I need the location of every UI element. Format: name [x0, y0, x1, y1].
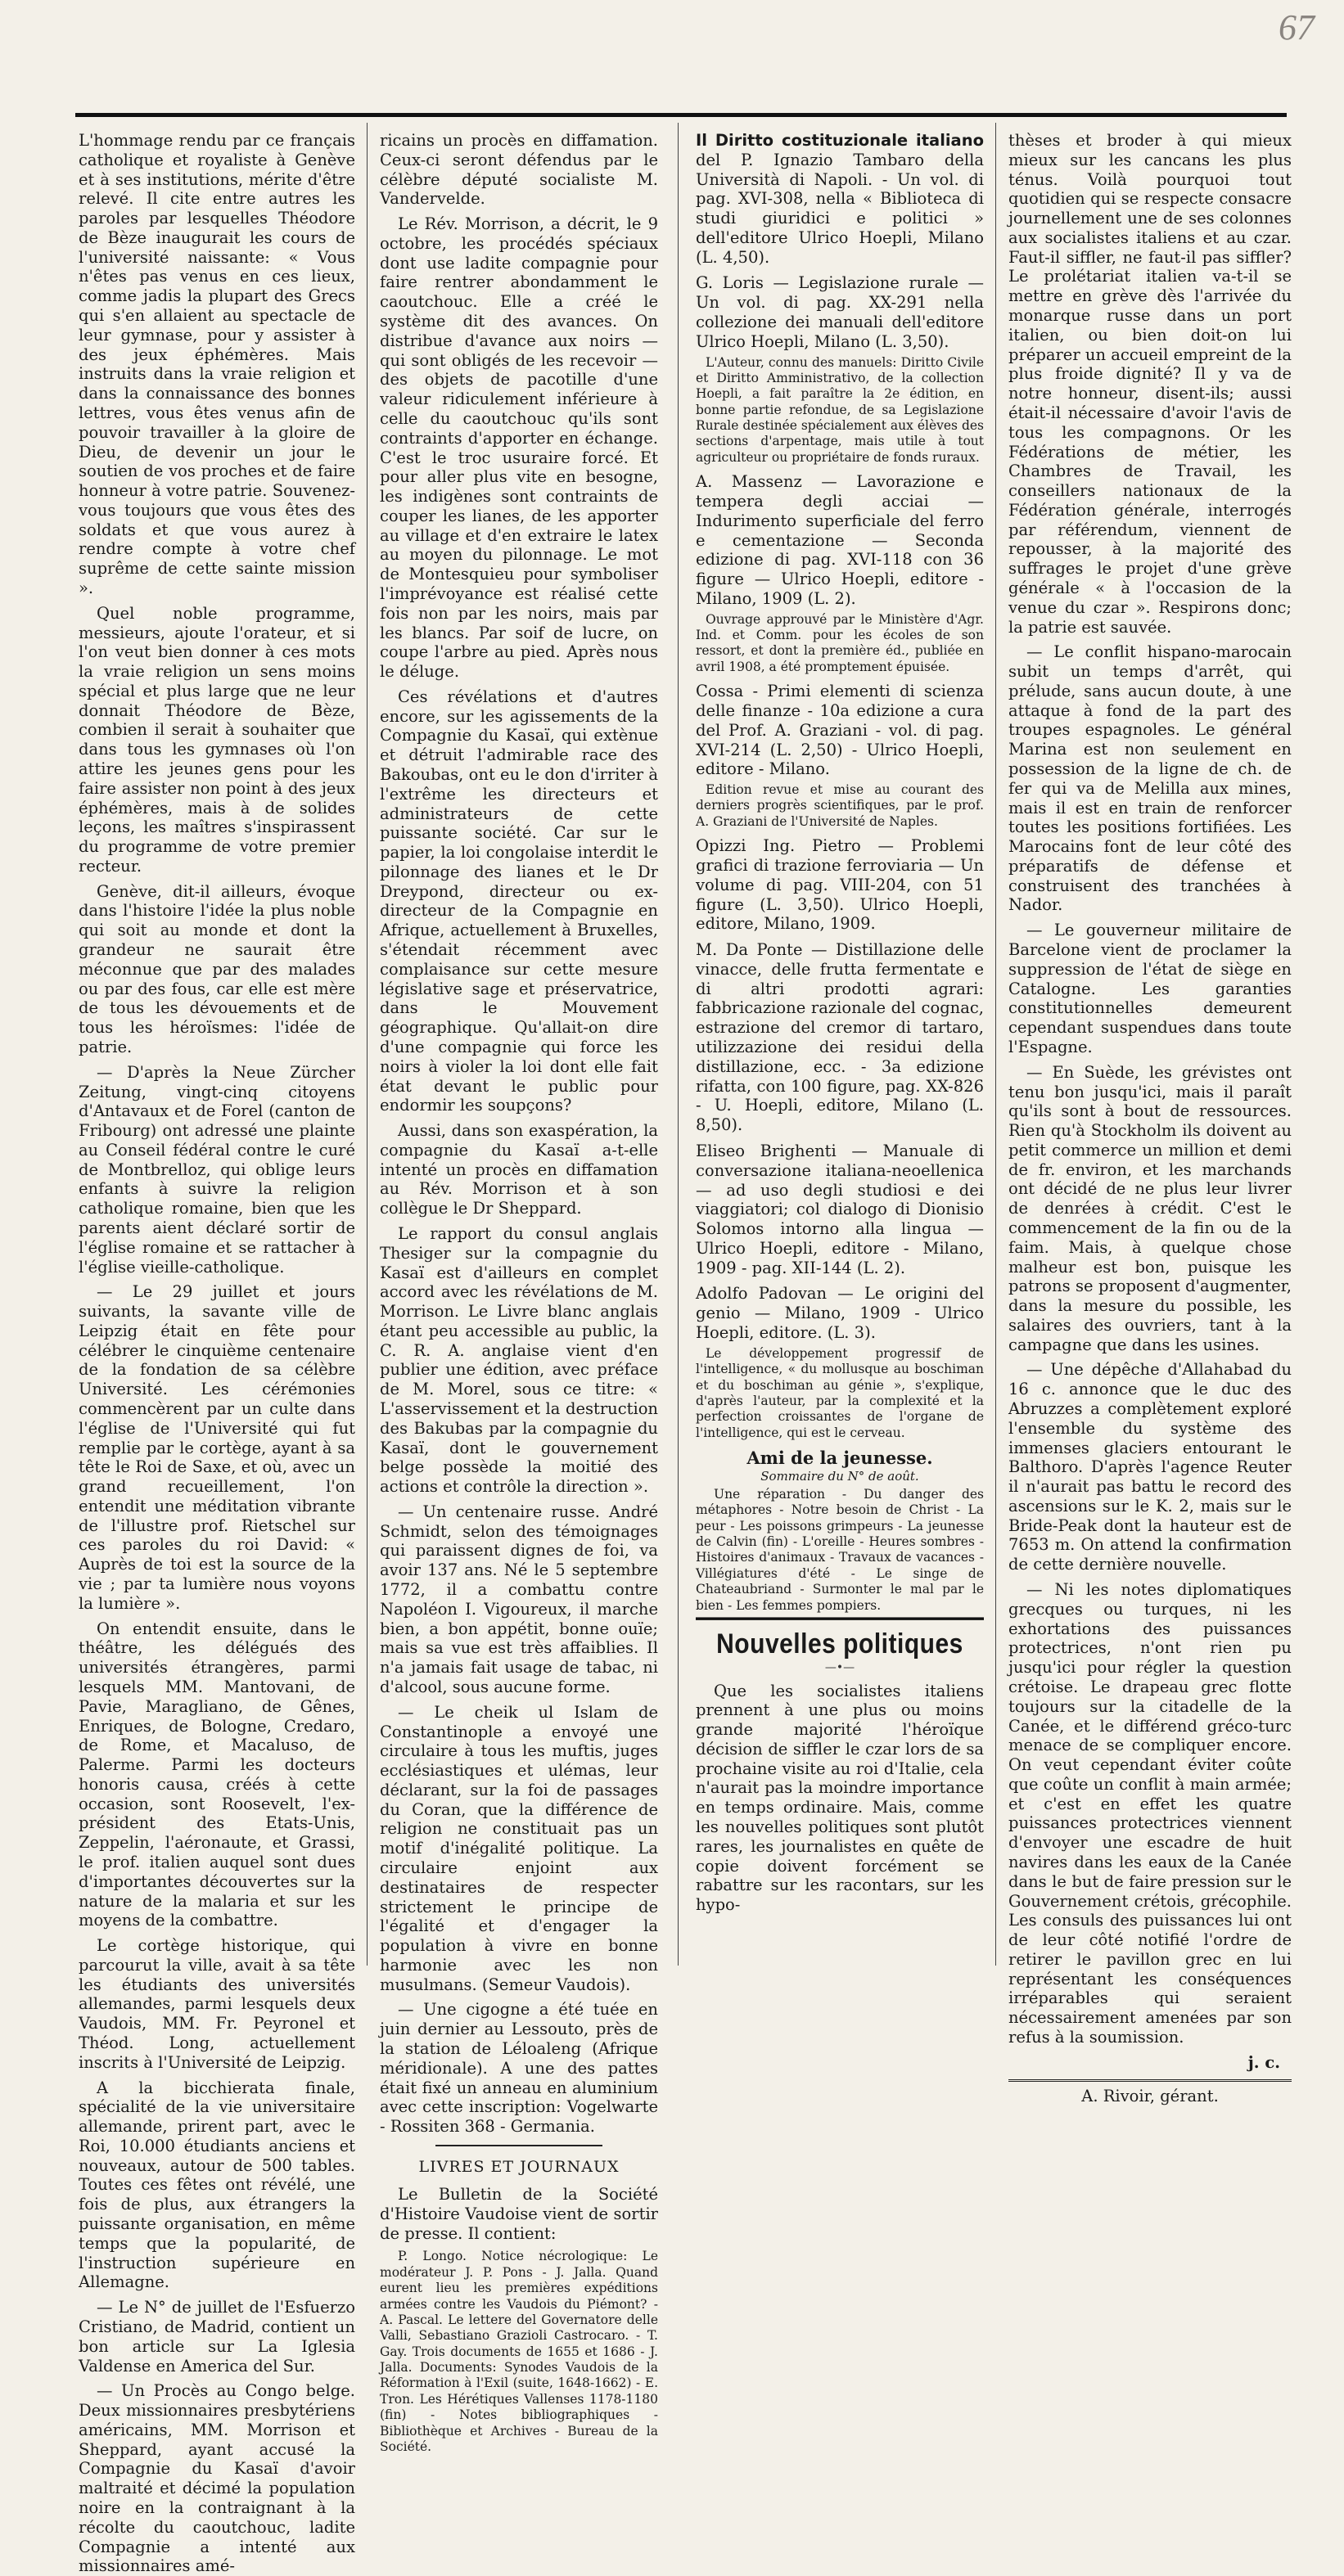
livres-contents: P. Longo. Notice nécrologique: Le modérateur J. P. Pons - J. Jalla. Quand eurent lieu les premières expéditions armées contre les Vaudois du Piémont? - A. Pascal. Le lettere del Governatore delle Valli, Sebastiano Grazioli Castrocaro. - T. Gay. Trois documents de 1655 et 1686 - J. Jalla. Documents: Synodes Vaudois de la Réformation à l'Exil (suite, 1648-1662) - E. Tron. Les Hérétiques Vallenses 1178-1180 (fin) - Notes bibliographiques - Bibliothèque et Archives - Bureau de la Société. [380, 2249, 658, 2454]
paragraph: — Une cigogne a été tuée en juin dernier au Lessouto, près de la station de Léloaleng (Afrique méridionale). A une des pattes était fixé un anneau en aluminium avec cette inscription: Vogelwarte - Rossiten 368 - Germania. [380, 2000, 658, 2137]
paragraph: — Le N° de juillet de l'Esfuerzo Cristiano, de Madrid, contient un bon article sur La Iglesia Valdense en America del Sur. [79, 2298, 355, 2376]
book-body: Adolfo Padovan — Le origini del genio — Milano, 1909 - Ulrico Hoepli, editore. (L. 3). [696, 1284, 984, 1342]
paragraph: A la bicchierata finale, spécialité de la vie universitaire allemande, prirent part, avec le Roi, 10.000 étudiants anciens et nouveaux, autour de 500 tables. Toutes ces fêtes ont révélé, une fois de plus, aux étrangers la puissante organisation, en même temps que la popularité, de l'instruction supérieure en Allemagne. [79, 2078, 355, 2292]
gerant-line: A. Rivoir, gérant. [1008, 2079, 1292, 2106]
paragraph: thèses et broder à qui mieux mieux sur les cancans les plus ténus. Voilà pourquoi tout quotidien qui se respecte consacre journellement une de ses colonnes aux socialistes italiens et au czar. Faut-il siffler, ne faut-il pas siffler? Le prolétariat italien va-t-il se mettre en grève dès l'arrivée du monarque russe dans un port italien, ou bien doit-on lui préparer un accueil empreint de la plus froide dignité? Il y va de notre honneur, disent-ils; aussi était-il nécessaire d'avoir l'avis de tous les compagnons. Or les Fédérations de métier, les Chambres de Travail, les conseillers nationaux de la Fédération générale, interrogés par référendum, viennent de repousser, à la majorité des suffrages le projet d'une grève générale « à l'occasion de la venue du czar ». Respirons donc; la patrie est sauvée. [1008, 131, 1292, 637]
paragraph: — Un centenaire russe. André Schmidt, selon des témoignages qui paraissent dignes de foi, va avoir 137 ans. Né le 5 septembre 1772, il a combattu contre Napoléon I. Vigoureux, il marche bien, a bon appétit, bonne ouïe; mais sa vue est très affaiblies. Il n'a jamais fait usage de tabac, ni d'alcool, sous aucune forme. [380, 1502, 658, 1696]
paragraph: Quel noble programme, messieurs, ajoute l'orateur, et si l'on veut bien donner à ces mots la vraie religion un sens moins spécial et plus large que ne leur donnait Théodore de Bèze, combien il serait à souhaiter que dans tous les gymnases où l'on attire les jeunes gens pour les faire assister non point à des jeux éphémères, mais à de solides leçons, les maîtres s'inspirassent du programme de votre premier recteur. [79, 603, 355, 876]
page-number: 67 [1279, 7, 1315, 47]
top-rule [75, 113, 1287, 117]
column-2 [380, 131, 658, 2454]
book-entry [696, 273, 984, 466]
column-1 [79, 131, 355, 2576]
paragraph: — Une dépêche d'Allahabad du 16 c. annonce que le duc des Abruzzes a complètement exploré l'ensemble du système des immenses glaciers entourant le Balthoro. D'après l'agence Reuter il n'aurait pas battu le record des ascensions sur le K. 2, mais sur le Bride-Peak dont la hauteur est de 7653 m. On attend la confirmation de cette dernière nouvelle. [1008, 1360, 1292, 1574]
book-body: A. Massenz — Lavorazione e tempera degli acciai — Indurimento superficiale del ferro e cementazione — Seconda edizione di pag. XVI-118 con 36 figure — Ulrico Hoepli, editore - Milano, 1909 (L. 2). [696, 472, 984, 608]
paragraph: Que les socialistes italiens prennent à une plus ou moins grande majorité l'héroïque décision de siffler le czar lors de sa prochaine visite au roi d'Italie, cela n'aurait pas la moindre importance en temps ordinaire. Mais, comme les nouvelles politiques sont plutôt rares, les journalistes en quête de copie doivent forcément se rabattre sur les racontars, sur les hypo- [696, 1681, 984, 1915]
book-entry [696, 682, 984, 830]
paragraph: On entendit ensuite, dans le théâtre, les délégués des universités étrangères, parmi lesquels MM. Mantovani, de Pavie, Maragliano, de Gênes, Enriques, de Bologne, Credaro, de Rome, et Macaluso, de Palerme. Parmi les docteurs honoris causa, créés à cette occasion, sont Roosevelt, l'ex-président des Etats-Unis, Zeppelin, l'aéronaute, et Grassi, le prof. italien auquel sont dues d'importantes découvertes sur la nature de la malaria et sur les moyens de la combattre. [79, 1619, 355, 1930]
paragraph: — Un Procès au Congo belge. Deux missionnaires presbytériens américains, MM. Morrison et Sheppard, ayant accusé la Compagnie du Kasaï d'avoir maltraité et décimé la population noire en la contraignant à la récolte du caoutchouc, ladite Compagnie a intenté aux missionnaires amé- [79, 2381, 355, 2576]
ornament-icon: —•— [824, 1660, 855, 1674]
paragraph: — Le gouverneur militaire de Barcelone vient de proclamer la suppression de l'état de siège en Catalogne. Les garanties constitutionnelles demeurent cependant suspendues dans toute l'Espagne. [1008, 921, 1292, 1056]
nouvelles-heading: Nouvelles politiques [696, 1617, 984, 1662]
book-entry [696, 940, 984, 1135]
column-divider [995, 123, 996, 1966]
ami-title: Ami de la jeunesse. [746, 1448, 933, 1468]
section-divider [435, 2145, 602, 2146]
book-entry [696, 1142, 984, 1277]
book-title: Il Diritto costituzionale italiano [696, 131, 984, 150]
paragraph: Genève, dit-il ailleurs, évoque dans l'histoire l'idée la plus noble qui soit au monde et dont la grandeur ne saurait être méconnue que par des malades ou par des fous, car elle est mère de tous les dévouements et de tous les héroïsmes: l'idée de patrie. [79, 881, 355, 1056]
book-body: G. Loris — Legislazione rurale — Un vol. di pag. XX-291 nella collezione dei manuali dell'editore Ulrico Hoepli, Milano (L. 3,50). [696, 273, 984, 351]
paragraph: Aussi, dans son exaspération, la compagnie du Kasaï a-t-elle intenté un procès en diffamation au Rév. Morrison et à son collègue le Dr Sheppard. [380, 1121, 658, 1218]
book-entry [696, 1284, 984, 1441]
paragraph: — En Suède, les grévistes ont tenu bon jusqu'ici, mais il paraît qu'ils sont à bout de ressources. Rien qu'à Stockholm ils doivent au petit commerce un million et demi de fr. environ, et les marchands ont décidé de ne plus leur livrer de denrées à crédit. C'est le commencement de la fin ou de la faim. Mais, à quelque chose malheur est bon, puisque les patrons se proposent d'augmenter, dans la mesure du possible, les salaires des ouvriers, tant à la campagne que dans les usines. [1008, 1062, 1292, 1354]
book-body: Eliseo Brighenti — Manuale di conversazione italiana-neoellenica — ad uso degli studiosi e dei viaggiatori; col dialogo di Dionisio Solomos intorno alla lingua — Ulrico Hoepli, editore - Milano, 1909 - pag. XII-144 (L. 2). [696, 1141, 984, 1277]
ami-contents: Une réparation - Du danger des métaphores - Notre besoin de Christ - La peur - Les poissons grimpeurs - La jeunesse de Calvin (fin) - L'oreille - Heures sombres - Histoires d'animaux - Travaux de vacances - Villégiatures d'été - Le singe de Chateaubriand - Surmonter le mal par le bien - Les femmes pompiers. [696, 1486, 984, 1613]
book-body: M. Da Ponte — Distillazione delle vinacce, delle frutta fermentate e di altri prodotti agrari: fabbricazione razionale del cognac, estrazione del cremor di tartaro, utilizzazione dei residui della distillazione, ecc. - 3a edizione rifatta, con 100 figure, pag. XX-826 - U. Hoepli, editore, Milano (L. 8,50). [696, 940, 984, 1135]
book-entry [696, 836, 984, 934]
book-entry [696, 131, 984, 267]
book-note: Edition revue et mise au courant des derniers progrès scientifiques, par le prof. A. Graziani de l'Université de Naples. [696, 782, 984, 829]
paragraph: — Le 29 juillet et jours suivants, la savante ville de Leipzig était en fête pour célébrer le cinquième centenaire de la fondation de sa célèbre Université. Les cérémonies commencèrent par un culte dans l'église de l'Université qui fut remplie par le cortège, ayant à sa tête le Roi de Saxe, et où, avec un grand recueillement, l'on entendit une méditation vibrante de l'illustre prof. Rietschel sur ces paroles du roi David: « Auprès de toi est la source de la vie ; par ta lumière nous voyons la lumière ». [79, 1282, 355, 1613]
ami-subtitle: Sommaire du N° de août. [760, 1468, 919, 1484]
book-entry [696, 472, 984, 675]
column-4 [1008, 131, 1292, 2105]
signature: j. c. [1247, 2052, 1280, 2072]
paragraph: ricains un procès en diffamation. Ceux-ci seront défendus par le célèbre député socialiste M. Vandervelde. [380, 131, 658, 209]
livres-intro: Le Bulletin de la Société d'Histoire Vaudoise vient de sortir de presse. Il contient: [380, 2185, 658, 2243]
paragraph: L'hommage rendu par ce français catholique et royaliste à Genève et à ses institutions, mérite d'être relevé. Il cite entre autres les paroles par lesquelles Théodore de Bèze inaugurait les cours de l'université naissante: « Vous n'êtes pas venus en ces lieux, comme jadis la plupart des Grecs qui s'en allaient au spectacle de leur gymnase, pour y assister à des jeux éphémères. Mais instruits dans la vraie religion et dans la connaissance des bonnes lettres, vous êtes venus afin de pouvoir travailler à la gloire de Dieu, de devenir un jour le soutien de vos proches et de faire honneur à votre patrie. Souvenez-vous toujours que vous êtes des soldats et que vous aurez à rendre compte à votre chef suprême de cette sainte mission ». [79, 131, 355, 597]
column-divider [678, 123, 679, 1966]
paragraph: — Ni les notes diplomatiques grecques ou turques, ni les exhortations des puissances protectrices, n'ont rien pu jusqu'ici pour régler la question crétoise. Le drapeau grec flotte toujours sur la citadelle de la Canée, et le différend gréco-turc menace de se compliquer encore. On veut cependant éviter coûte que coûte un conflit à main armée; et c'est en effet les quatre puissances protectrices viennent d'envoyer une escadre de huit navires dans les eaux de la Canée dans le but de faire pression sur le Gouvernement crétois, grécophile. Les consuls des puissances lui ont de leur côté notifié l'ordre de retirer le pavillon grec en lui représentant les conséquences irréparables qui seraient nécessairement amenées par son refus à la soumission. [1008, 1580, 1292, 2047]
book-note: L'Auteur, connu des manuels: Diritto Civile et Diritto Amministrativo, de la collection Hoepli, a fait paraître la 2e édition, en bonne partie refondue, de sa Legislazione Rurale destinée spécialement aux élèves des sections d'arpentage, mais utile à tout agriculteur ou propriétaire de fonds ruraux. [696, 354, 984, 465]
paragraph: — Le conflit hispano-marocain subit un temps d'arrêt, qui prélude, sans aucun doute, à une attaque à fond de la part des troupes espagnoles. Le général Marina est non seulement en possession de la ligne de ch. de fer qui va de Melilla aux mines, mais il est en train de renforcer toutes les positions fortifiées. Les Marocains font de leur côté des préparatifs de défense et construisent des tranchées à Nador. [1008, 642, 1292, 915]
column-3 [696, 131, 984, 1967]
paragraph: Le Rév. Morrison, a décrit, le 9 octobre, les procédés spéciaux dont use ladite compagnie pour faire rentrer abondamment le caoutchouc. Elle a créé le système dit des avances. On distribue d'avance aux noirs — qui sont obligés de les recevoir — des objets de pacotille d'une valeur ridiculement inférieure à celle du caoutchouc qu'ils sont contraints d'apporter en échange. C'est le troc usuraire forcé. Et pour aller plus vite en besogne, les indigènes sont contraints de couper les lianes, de les apporter au village et d'en extraire le latex au moyen du pilonnage. Le mot de Montesquieu pour symboliser l'imprévoyance est réalisé cette fois non par les noirs, mais par les blancs. Par soif de lucre, on coupe l'arbre au pied. Après nous le déluge. [380, 214, 658, 682]
book-body: Cossa - Primi elementi di scienza delle finanze - 10a edizione a cura del Prof. A. Graziani - vol. di pag. XVI-214 (L. 2,50) - Ulrico Hoepli, editore - Milano. [696, 682, 984, 779]
paragraph: Le rapport du consul anglais Thesiger sur la compagnie du Kasaï est d'ailleurs en complet accord avec les révélations de M. Morrison. Le Livre blanc anglais étant peu accessible au public, la C. R. A. anglaise vient d'en publier une édition, avec préface de M. Morel, sous ce titre: « L'asservissement et la destruction des Bakubas par la compagnie du Kasaï, dont le gouvernement belge possède la moitié des actions et contrôle la direction ». [380, 1223, 658, 1497]
paragraph: — D'après la Neue Zürcher Zeitung, vingt-cinq citoyens d'Antavaux et de Forel (canton de Fribourg) ont adressé une plainte au Conseil fédéral contre le curé de Montbrelloz, qui oblige leurs enfants à suivre la religion catholique romaine, bien que les parents aient déclaré sortir de l'église romaine et se rattacher à l'église vieille-catholique. [79, 1062, 355, 1277]
book-body: Opizzi Ing. Pietro — Problemi grafici di trazione ferroviaria — Un volume di pag. VIII-204, con 51 figure (L. 3,50). Ulrico Hoepli, editore, Milano, 1909. [696, 836, 984, 934]
paragraph: Le cortège historique, qui parcourut la ville, avait à sa tête les étudiants des universités allemandes, parmi lesquels deux Vaudois, MM. Fr. Peyronel et Théod. Long, actuellement inscrits à l'Université de Leipzig. [79, 1936, 355, 2072]
paragraph: Ces révélations et d'autres encore, sur les agissements de la Compagnie du Kasaï, qui extènue et détruit l'admirable race des Bakoubas, ont eu le don d'irriter à l'extrême les directeurs et administrateurs de cette puissante société. Car sur le papier, la loi congolaise interdit le pilonnage des lianes et le Dr Dreypond, directeur ou ex-directeur de la Compagnie en Afrique, actuellement à Bruxelles, s'étendait récemment avec complaisance sur cette mesure législative sage et préservatrice, dans le Mouvement géographique. Qu'allait-on dire d'une compagnie qui force les noirs à violer la loi dont elle fait état devant le public pour endormir les soupçons? [380, 687, 658, 1115]
column-divider [367, 123, 368, 1966]
book-note: Ouvrage approuvé par le Ministère d'Agr. Ind. et Comm. pour les écoles de son ressort, et dont la première éd., publiée en avril 1908, a été promptement épuisée. [696, 611, 984, 674]
paragraph: — Le cheik ul Islam de Constantinople a envoyé une circulaire à tous les muftis, juges ecclésiastiques et ulémas, leur déclarant, sur la foi de passages du Coran, que la différence de religion ne constituait pas un motif d'inégalité politique. La circulaire enjoint aux destinataires de respecter strictement le principe de l'égalité et d'engager la population à vivre en bonne harmonie avec les non musulmans. (Semeur Vaudois). [380, 1702, 658, 1994]
book-note: Le développement progressif de l'intelligence, « du mollusque au boschiman et du boschiman au génie », s'explique, d'après l'auteur, par la complexité et la perfection croissantes de l'organe de l'intelligence, qui est le cerveau. [696, 1345, 984, 1440]
livres-heading: LIVRES ET JOURNAUX [418, 2157, 620, 2176]
book-body: del P. Ignazio Tambaro della Università di Napoli. - Un vol. di pag. XVI-308, nella « Biblioteca di studi giuridici e politici » dell'editore Ulrico Hoepli, Milano (L. 4,50). [696, 150, 984, 267]
